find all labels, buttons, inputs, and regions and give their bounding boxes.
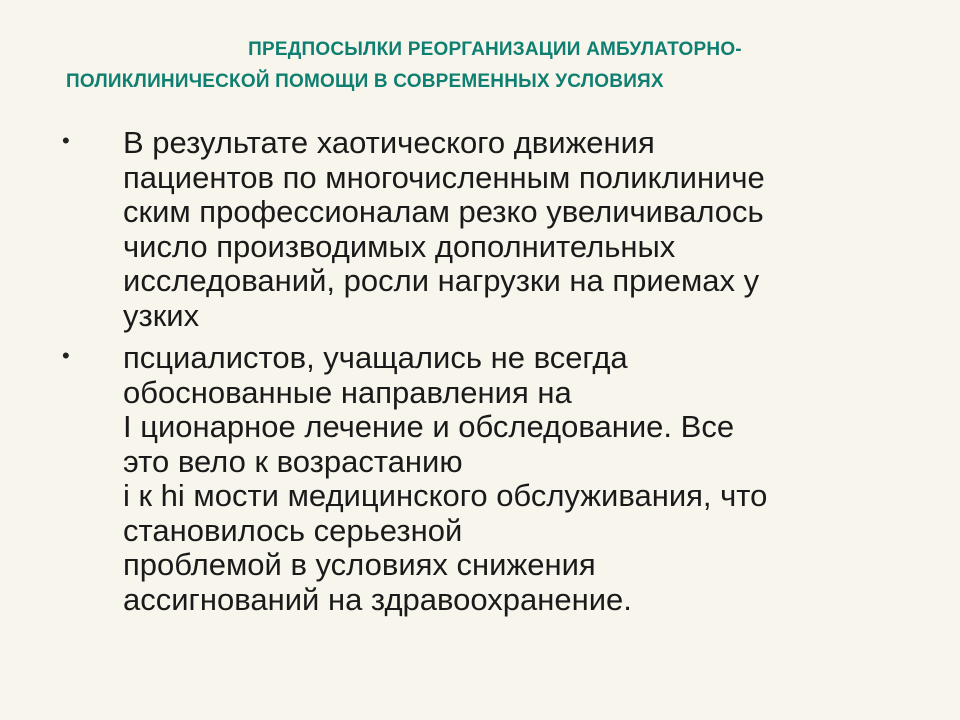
bullet-text-line: число производимых дополнительных	[123, 228, 676, 264]
bullet-text-line: В результате хаотического движения	[123, 125, 655, 160]
bullet-dot-icon: •	[62, 128, 70, 153]
bullet-text-line: становилось серьезной	[123, 512, 463, 548]
bullet-text-line: обоснованные направления на	[123, 374, 572, 410]
slide-title	[40, 34, 920, 98]
bullet-text-line: узких	[123, 297, 200, 333]
bullet-item	[62, 341, 922, 617]
bullet-text-line: пациентов по многочисленным поликлиниче	[123, 159, 765, 195]
slide-title-line: ПРЕДПОСЫЛКИ РЕОРГАНИЗАЦИИ АМБУЛАТОРНО-	[248, 39, 742, 60]
bullet-text-line: ассигнований на здравоохранение.	[123, 581, 632, 617]
bullet-text-line: исследований, росли нагрузки на приемах у	[123, 263, 760, 298]
bullet-text-line: I ционарное лечение и обследование. Все	[123, 409, 735, 444]
bullet-item	[62, 126, 922, 333]
bullet-dot-icon: •	[62, 343, 70, 368]
bullet-text-line: псциалистов, учащались не всегда	[123, 340, 628, 375]
slide-title-line: ПОЛИКЛИНИЧЕСКОЙ ПОМОЩИ В СОВРЕМЕННЫХ УСЛОВИЯХ	[66, 71, 664, 92]
bullet-text-line: это вело к возрастанию	[123, 443, 463, 479]
bullet-list	[62, 126, 922, 625]
bullet-text-line: ским профессионалам резко увеличивалось	[123, 194, 764, 229]
bullet-text-line: проблемой в условиях снижения	[123, 547, 596, 582]
bullet-text-line: i к hi мости медицинского обслуживания, что	[123, 478, 768, 513]
